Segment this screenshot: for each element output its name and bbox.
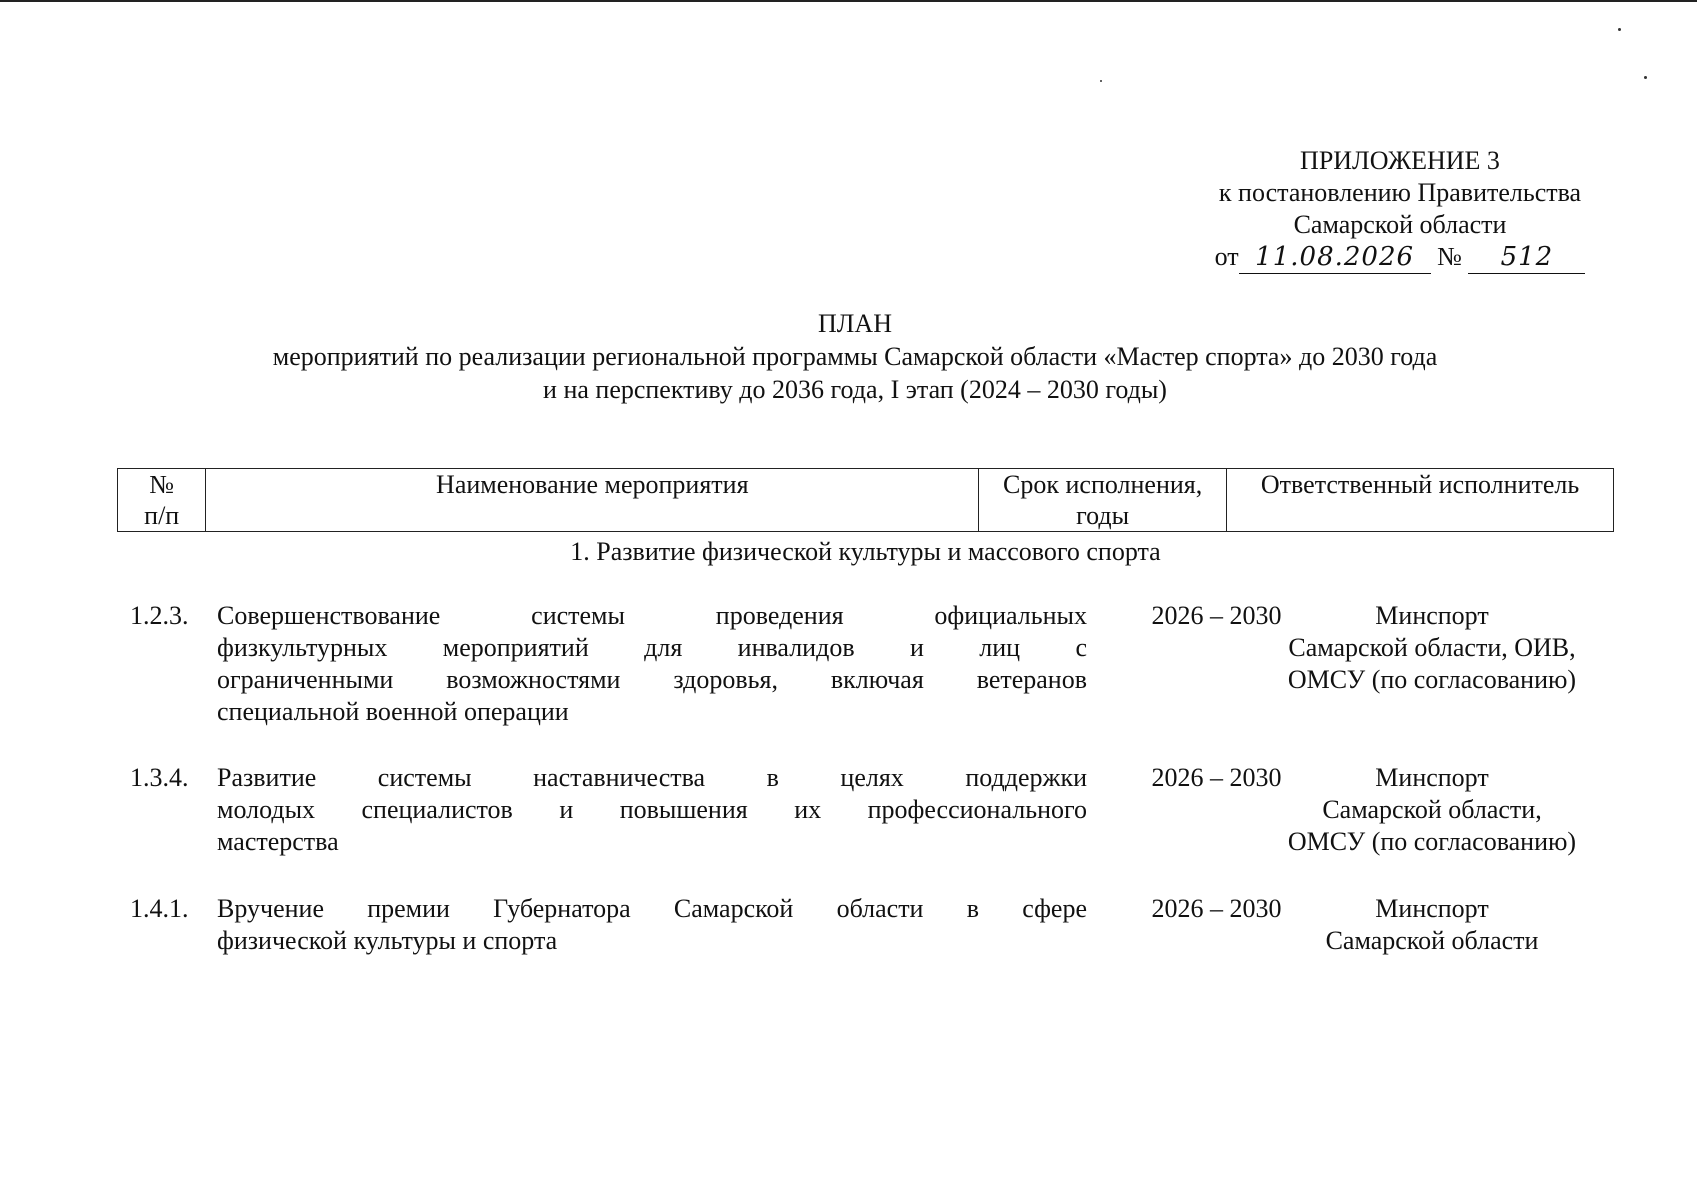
row-responsible-line: Минспорт	[1375, 601, 1489, 630]
row-name-line: мастерства	[217, 827, 339, 856]
scan-speck	[1644, 76, 1647, 79]
row-number: 1.3.4.	[130, 763, 189, 792]
header-responsible: Ответственный исполнитель	[1227, 469, 1614, 532]
row-name	[217, 893, 1087, 957]
header-term	[979, 469, 1227, 532]
row-name	[217, 600, 1087, 728]
title-main: ПЛАН	[818, 309, 892, 338]
row-name-line: молодых специалистов и повышения их профессионального	[217, 795, 1087, 824]
row-responsible	[1237, 600, 1627, 696]
row-term: 2026 – 2030	[1151, 601, 1282, 630]
number-prefix: №	[1437, 242, 1462, 271]
row-number: 1.2.3.	[130, 601, 189, 630]
row-name-line: Совершенствование системы проведения официальных	[217, 601, 1087, 630]
row-responsible-line: Самарской области, ОИВ,	[1288, 633, 1576, 662]
header-term-line-1: Срок исполнения,	[1003, 470, 1203, 499]
approval-stamp-block	[1180, 145, 1620, 274]
scan-speck	[1100, 80, 1102, 82]
row-term: 2026 – 2030	[1151, 894, 1282, 923]
row-name-line: физкультурных мероприятий для инвалидов и лиц с	[217, 633, 1087, 662]
row-name-line: Вручение премии Губернатора Самарской области в сфере	[217, 894, 1087, 923]
header-term-line-2: годы	[1076, 501, 1130, 530]
section-heading: 1. Развитие физической культуры и массового спорта	[570, 537, 1161, 566]
scan-speck	[1618, 28, 1621, 31]
row-responsible-line: ОМСУ (по согласованию)	[1287, 665, 1577, 694]
row-responsible-line: Минспорт	[1375, 763, 1489, 792]
header-name: Наименование мероприятия	[206, 469, 979, 532]
row-name-line: ограниченными возможностями здоровья, включая ветеранов	[217, 665, 1087, 694]
handwritten-number: 512	[1468, 241, 1585, 274]
document-title	[170, 307, 1540, 406]
row-responsible-line: Минспорт	[1375, 894, 1489, 923]
date-prefix: от	[1214, 242, 1239, 271]
header-number	[118, 469, 206, 532]
row-name-line: специальной военной операции	[217, 697, 569, 726]
row-name-line: физической культуры и спорта	[217, 926, 558, 955]
row-name-line: Развитие системы наставничества в целях поддержки	[217, 763, 1087, 792]
approval-region-line: Самарской области	[1293, 210, 1507, 239]
header-number-line-2: п/п	[144, 501, 180, 530]
row-number: 1.4.1.	[130, 894, 189, 923]
scan-top-border	[0, 0, 1697, 2]
title-line-1: мероприятий по реализации региональной программы Самарской области «Мастер спорта» до 2030 года	[272, 342, 1438, 371]
title-line-2: и на перспективу до 2036 года, I этап (2024 – 2030 годы)	[543, 375, 1167, 404]
row-responsible-line: ОМСУ (по согласованию)	[1287, 827, 1577, 856]
approval-date-line	[1180, 241, 1620, 274]
header-number-line-1: №	[149, 470, 175, 499]
row-responsible	[1237, 762, 1627, 858]
row-term: 2026 – 2030	[1151, 763, 1282, 792]
row-responsible	[1237, 893, 1627, 957]
appendix-label: ПРИЛОЖЕНИЕ 3	[1300, 146, 1500, 175]
row-name	[217, 762, 1087, 858]
plan-table-header	[117, 468, 1614, 532]
row-responsible-line: Самарской области,	[1322, 795, 1542, 824]
approval-resolution-line: к постановлению Правительства	[1218, 178, 1582, 207]
handwritten-date: 11.08.2026	[1239, 241, 1431, 274]
row-responsible-line: Самарской области	[1325, 926, 1539, 955]
